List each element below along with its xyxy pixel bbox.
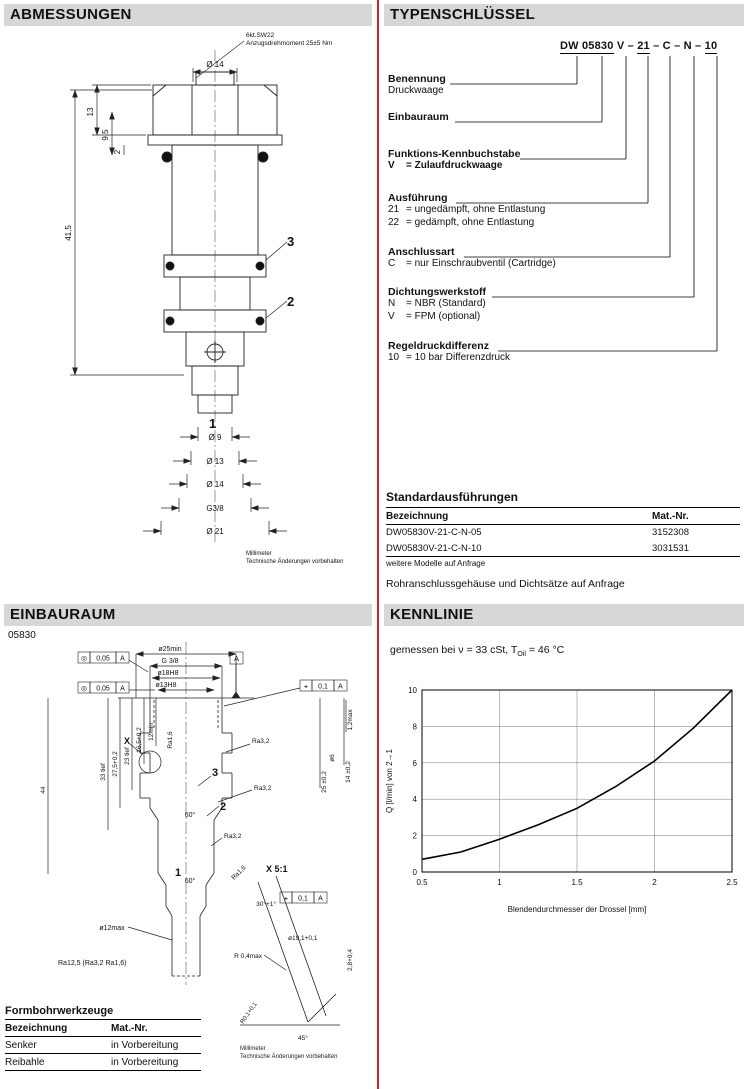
dim-2: 2 <box>113 149 122 155</box>
dim-dia21: Ø 21 <box>206 527 224 536</box>
typekey-row-regeldruck <box>388 340 598 365</box>
material-number: 3152308 <box>652 527 689 538</box>
cavity-id: 05830 <box>8 630 36 641</box>
angle-30: 30°+1° <box>256 901 276 908</box>
typekey-label: Dichtungswerkstoff <box>388 286 487 298</box>
typekey-label: Funktions-Kennbuchstabe <box>388 148 521 160</box>
section-title-kennlinie: KENNLINIE <box>384 604 744 626</box>
radius-01: R0,1+0,1 <box>239 1001 259 1026</box>
tool-name: Senker <box>5 1040 37 1051</box>
more-models-note: weitere Modelle auf Anfrage <box>386 558 486 568</box>
housings-note: Rohranschlussgehäuse und Dichtsätze auf Anfrage <box>386 577 625 590</box>
type-code-sep2: – C – N – <box>649 40 705 52</box>
cavity-drawing <box>0 640 375 1060</box>
gdt-symbol: ◎ <box>80 685 88 693</box>
table-row <box>5 1054 201 1071</box>
standard-table-header <box>386 508 740 525</box>
dim-23: 23 tief <box>124 747 131 765</box>
position-datum: A <box>318 895 323 903</box>
measurement-conditions <box>390 644 564 658</box>
type-code <box>560 40 717 52</box>
typekey-value: 21 = ungedämpft, ohne Entlastung <box>388 204 546 215</box>
dim-2-8: 2,8+0,4 <box>347 949 354 971</box>
type-code-sep1: V – <box>613 40 638 52</box>
x-tick-label: 1 <box>497 878 502 887</box>
dim-dia13h8: ø13H8 <box>155 682 177 689</box>
footnote-units: Millimeter <box>240 1046 266 1052</box>
y-tick-label: 0 <box>412 868 417 877</box>
port-3-label: 3 <box>287 234 295 249</box>
hex-note-line2: Anzugsdrehmoment 25±5 Nm <box>246 40 333 47</box>
condition-text: gemessen bei ν = 33 cSt, T <box>390 644 518 656</box>
gdt-symbol: ◎ <box>80 655 88 663</box>
dim-12max: 1,2max <box>347 709 354 731</box>
dim-9-5: 9,5 <box>101 129 110 141</box>
y-tick-label: 4 <box>412 795 417 805</box>
typekey-value: 22 = gedämpft, ohne Entlastung <box>388 216 535 228</box>
x-tick-label: 2 <box>652 878 657 887</box>
standard-versions-title: Standardausführungen <box>386 490 740 508</box>
dim-27-5: 27,5+0,2 <box>112 751 119 777</box>
typekey-value: C = nur Einschraubventil (Cartridge) <box>388 258 556 269</box>
section-title-einbauraum: EINBAURAUM <box>4 604 372 626</box>
typekey-row-anschlussart <box>388 246 598 271</box>
x-tick-label: 0.5 <box>416 878 428 887</box>
flow-characteristic-chart <box>380 678 750 928</box>
roughness-ra32: Ra3,2 <box>224 833 242 840</box>
dim-dia19-1: ø19,1+0,1 <box>288 935 318 942</box>
standard-table-rows <box>386 525 740 557</box>
standard-versions <box>386 490 740 590</box>
typekey-value: N = NBR (Standard) <box>388 298 486 309</box>
col-matnr: Mat.-Nr. <box>652 510 689 522</box>
detail-x-mark: X <box>124 736 131 746</box>
material-number: 3031531 <box>652 542 689 554</box>
col-bezeichnung: Bezeichnung <box>386 510 449 522</box>
type-code-series: DW 05830 <box>560 40 614 52</box>
section-title-typenschluessel: TYPENSCHLÜSSEL <box>384 4 744 26</box>
hex-note-line1: 6kt.SW22 <box>246 32 275 39</box>
condition-subscript: Oil <box>517 651 526 659</box>
typekey-label: Benennung <box>388 73 446 85</box>
type-code-version: 21 <box>637 40 650 52</box>
angle-45: 45° <box>298 1035 308 1042</box>
section-kennlinie <box>380 600 750 1089</box>
detail-x-scale: X 5:1 <box>266 864 288 874</box>
typekey-row-benennung <box>388 73 598 98</box>
dim-thread-g38: G3/8 <box>206 504 224 513</box>
col-bezeichnung: Bezeichnung <box>5 1023 68 1034</box>
typekey-row-einbauraum <box>388 111 598 123</box>
dim-dia25min: ø25min <box>158 646 182 653</box>
gdt-value: 0,05 <box>96 655 110 663</box>
x-tick-label: 1.5 <box>571 878 583 887</box>
dim-dia12max: ø12max <box>99 925 125 932</box>
dim-dia6: ø6 <box>329 754 336 762</box>
y-tick-label: 10 <box>408 686 417 695</box>
gdt-datum-ref: A <box>120 655 125 663</box>
typekey-row-dichtung <box>388 286 598 323</box>
dim-dia14: Ø 14 <box>206 480 224 489</box>
port-2-label: 2 <box>287 294 295 309</box>
radius-04max: R 0,4max <box>234 953 262 960</box>
dim-dia13: Ø 13 <box>206 457 224 466</box>
footn​ote-changes: Technische Änderungen vorbehalten <box>240 1053 338 1060</box>
surface-finish-note: Ra12,5 (Ra3,2 Ra1,6) <box>58 960 127 967</box>
section-einbauraum <box>0 600 378 1089</box>
typekey-value: 10 = 10 bar Differenzdruck <box>388 352 511 363</box>
angle-60: 60° <box>184 878 196 885</box>
dim-44: 44 <box>40 786 47 794</box>
dim-dia9: Ø 9 <box>208 433 222 442</box>
chart-x-axis-label: Blendendurchmesser der Drossel [mm] <box>507 905 647 914</box>
port-1-label: 1 <box>175 867 182 879</box>
position-symbol: ⌖ <box>284 895 288 903</box>
footnote-units: Millimeter <box>246 551 272 557</box>
dim-33: 33 tief <box>100 763 107 781</box>
dim-25: 25 ±0,2 <box>321 771 328 793</box>
dim-dia18h8: ø18H8 <box>157 670 179 677</box>
position-symbol: ⌖ <box>304 683 308 691</box>
table-row <box>5 1037 201 1054</box>
dim-41-5: 41,5 <box>64 225 73 241</box>
typekey-label: Regeldruckdifferenz <box>388 340 489 352</box>
table-row <box>386 540 740 556</box>
valve-dimension-drawing <box>0 28 375 573</box>
typekey-label: Einbauraum <box>388 111 449 123</box>
section-abmessungen <box>0 0 378 600</box>
typekey-value: V = FPM (optional) <box>388 310 481 322</box>
position-value: 0,1 <box>318 683 328 691</box>
port-2-label: 2 <box>220 801 227 813</box>
dim-14: 14 ±0,2 <box>345 761 352 783</box>
model-name: DW05830V-21-C-N-10 <box>386 542 482 554</box>
datum-a-flag: A <box>233 654 240 663</box>
condition-text: = 46 °C <box>525 644 565 656</box>
table-row <box>386 525 740 541</box>
position-datum: A <box>338 683 343 691</box>
dim-dia14-top: Ø 14 <box>206 60 224 69</box>
y-tick-label: 6 <box>412 758 417 768</box>
tool-status: in Vorbereitung <box>111 1057 179 1068</box>
y-tick-label: 8 <box>412 722 417 732</box>
angle-60: 60° <box>184 812 196 819</box>
position-value: 0,1 <box>298 895 308 903</box>
roughness-ra32: Ra3,2 <box>254 785 272 792</box>
dim-13: 13 <box>86 107 95 117</box>
footnote-changes: Technische Änderungen vorbehalten <box>246 559 344 565</box>
typekey-value: Druckwaage <box>388 85 444 96</box>
typekey-label: Ausführung <box>388 192 448 204</box>
x-tick-label: 2.5 <box>726 878 738 887</box>
tool-status: in Vorbereitung <box>111 1040 179 1051</box>
tools-title: Formbohrwerkzeuge <box>5 1005 201 1020</box>
port-1-label: 1 <box>209 416 217 431</box>
type-code-pressure: 10 <box>704 40 718 52</box>
valve-outline <box>148 72 282 413</box>
typekey-row-ausfuehrung <box>388 192 598 229</box>
roughness-ra16: Ra1,6 <box>167 731 174 749</box>
section-typenschluessel <box>380 0 750 600</box>
y-tick-label: 2 <box>412 831 417 841</box>
dim-12min: 12min <box>148 723 155 741</box>
typekey-label: Anschlussart <box>388 246 455 258</box>
typekey-row-funktion <box>388 148 598 173</box>
cavity-top-dims <box>48 654 346 970</box>
chart-y-axis-label: Q [l/min] von 2→1 <box>385 748 394 814</box>
roughness-ra32: Ra3,2 <box>252 738 270 745</box>
port-3-label: 3 <box>212 767 219 779</box>
section-title-abmessungen: ABMESSUNGEN <box>4 4 372 26</box>
typekey-value: V = Zulaufdruckwaage <box>388 160 503 171</box>
form-drilling-tools <box>5 1005 201 1071</box>
col-matnr: Mat.-Nr. <box>111 1023 148 1034</box>
dim-thread: G 3/8 <box>161 658 179 665</box>
tools-table-header <box>5 1020 201 1037</box>
footnote <box>240 1046 337 1061</box>
gdt-value: 0,05 <box>96 685 110 693</box>
tool-name: Reibahle <box>5 1057 45 1068</box>
roughness-ra16: Ra1,6 <box>230 864 248 882</box>
dim-16-5: 16,5+0,2 <box>136 727 143 753</box>
gdt-datum-ref: A <box>120 685 125 693</box>
model-name: DW05830V-21-C-N-05 <box>386 527 482 538</box>
